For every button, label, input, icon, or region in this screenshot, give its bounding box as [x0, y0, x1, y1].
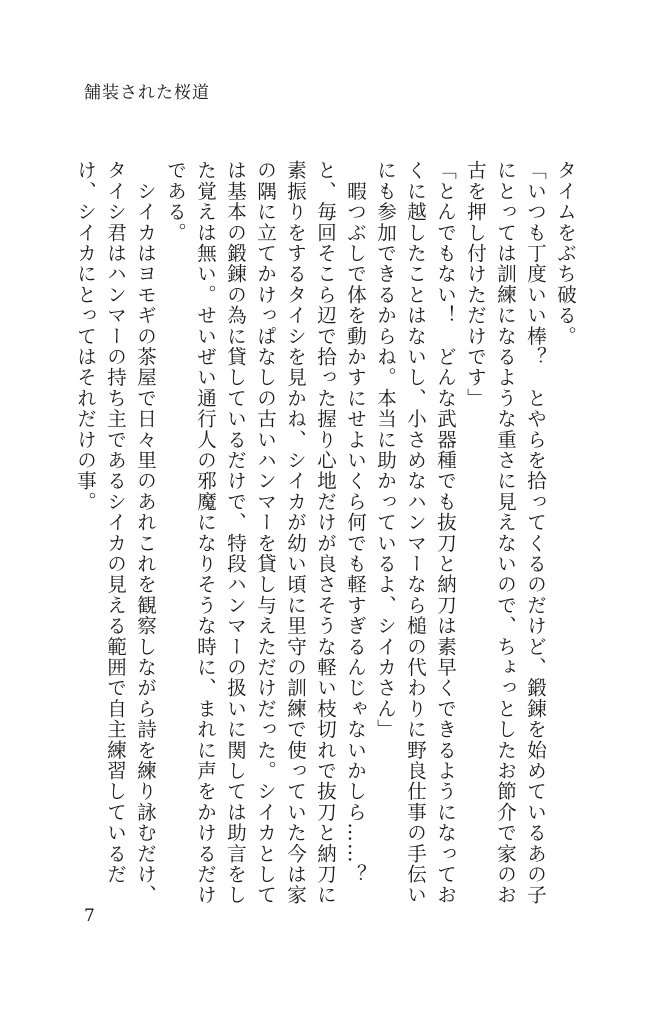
paragraph: シイカはヨモギの茶屋で日々里のあれこれを観察しながら詩を練り詠むだけ、タイシ君はハンマーの持ち主であるシイカの見える範囲で自主練習しているだけ、シイカにとってはそれだけの事。 [74, 160, 157, 906]
paragraph: 暇つぶしで体を動かすにせよいくら何でも軽すぎるんじゃないかしら……？ と、毎回そこら辺で拾った握り心地だけが良さそうな軽い枝切れで抜刀と納刀に素振りをするタイシを見かね、シイカが幼い頃に里守の訓練で使っていた今は家の隅に立てかけっぱなしの古いハンマーを貸し与えただけだった。シイカとしては基本の鍛錬の為に貸しているだけで、特段ハンマーの扱いに関しては助言をした覚えは無い。せいぜい通行人の邪魔になりそうな時に、まれに声をかけるだけである。 [164, 160, 367, 906]
paragraph: 「とんでもない！ どんな武器種でも抜刀と納刀は素早くできるようになっておくに越したことはないし、小さめなハンマーなら槌の代わりに野良仕事の手伝いにも参加できるからね。本当に助かっているよ、シイカさん」 [374, 160, 457, 906]
paragraph: タイムをぶち破る。 [554, 160, 577, 347]
page-number: 7 [84, 906, 95, 926]
running-title: 舗装された桜道 [84, 83, 210, 103]
body-text [60, 160, 580, 920]
paragraph: 「いつも丁度いい棒？ とやらを拾ってくるのだけど、鍛錬を始めているあの子にとっては訓練になるような重さに見えないので、ちょっとしたお節介で家のお古を押し付けただけです」 [464, 160, 547, 906]
